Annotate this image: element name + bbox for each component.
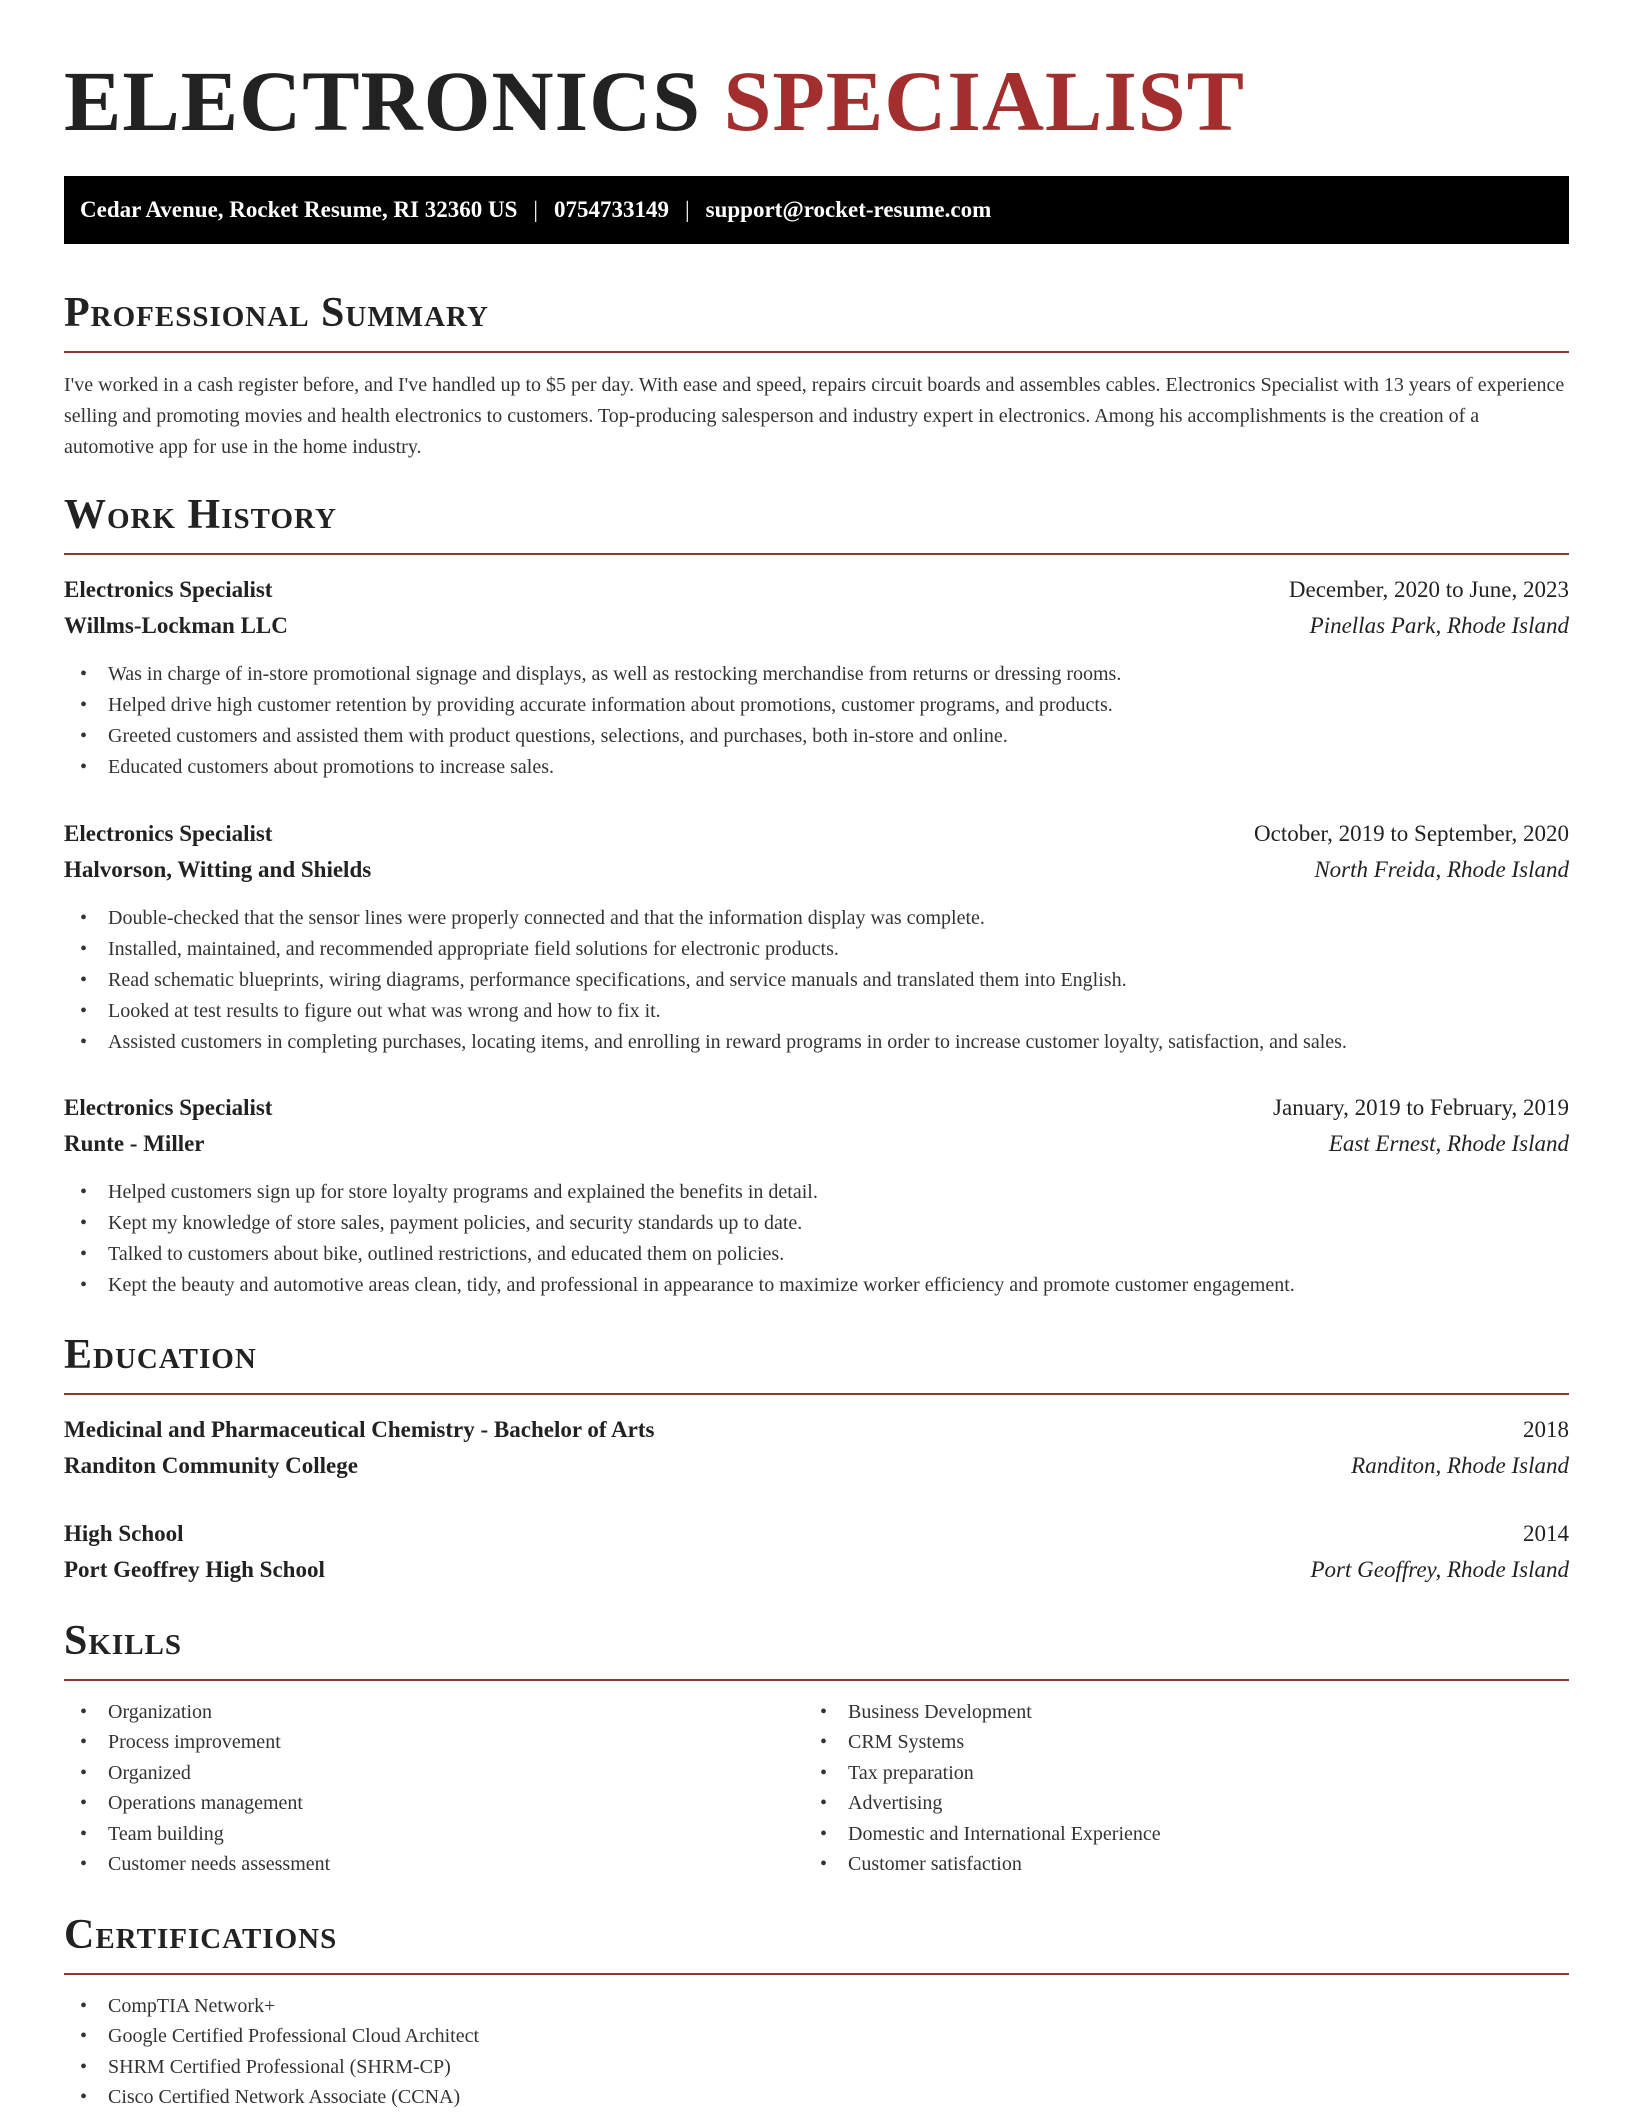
skill-item: • Team building — [64, 1819, 330, 1849]
work-history-heading: Work History — [64, 492, 337, 538]
education-school-row — [64, 1450, 1569, 1482]
job-location: East Ernest, Rhode Island — [1328, 1131, 1569, 1156]
education-school: Randiton Community College — [64, 1453, 358, 1478]
skills-list-left — [64, 1697, 330, 1879]
skill-item: • Organized — [64, 1758, 330, 1788]
list-item: • Helped drive high customer retention by providing accurate information about promotions, customer programs, and products. — [64, 690, 1569, 721]
education-degree-row — [64, 1414, 1569, 1446]
job-title: Electronics Specialist — [64, 821, 273, 846]
job-location: North Freida, Rhode Island — [1314, 857, 1569, 882]
job-company: Runte - Miller — [64, 1131, 205, 1156]
skill-item: • Domestic and International Experience — [804, 1819, 1161, 1849]
skill-item: • Customer satisfaction — [804, 1849, 1161, 1879]
contact-address: Cedar Avenue, Rocket Resume, RI 32360 US — [80, 197, 518, 222]
job-company: Halvorson, Witting and Shields — [64, 857, 372, 882]
job-title: Electronics Specialist — [64, 577, 273, 602]
job-title-row — [64, 574, 1569, 606]
list-item: • Helped customers sign up for store loyalty programs and explained the benefits in detail. — [64, 1177, 1569, 1208]
skill-item: • Advertising — [804, 1788, 1161, 1818]
list-item: • Read schematic blueprints, wiring diagrams, performance specifications, and service manuals and translated them into English. — [64, 965, 1569, 996]
certification-item: • SHRM Certified Professional (SHRM-CP) — [64, 2052, 479, 2082]
list-item: • Double-checked that the sensor lines were properly connected and that the information display was complete. — [64, 903, 1569, 934]
education-degree-row — [64, 1518, 1569, 1550]
summary-heading: Professional Summary — [64, 290, 489, 336]
contact-phone: 0754733149 — [554, 197, 670, 222]
work-history-rule — [64, 553, 1569, 555]
job-title-row — [64, 818, 1569, 850]
list-item: • Assisted customers in completing purchases, locating items, and enrolling in reward programs in order to increase customer loyalty, satisfaction, and sales. — [64, 1027, 1569, 1058]
list-item: • Installed, maintained, and recommended appropriate field solutions for electronic products. — [64, 934, 1569, 965]
contact-bar — [64, 176, 1569, 244]
skill-item: • Process improvement — [64, 1727, 330, 1757]
education-school: Port Geoffrey High School — [64, 1557, 325, 1582]
job-dates: December, 2020 to June, 2023 — [1288, 577, 1569, 602]
job-title-row — [64, 1092, 1569, 1124]
summary-text: I've worked in a cash register before, and I've handled up to $5 per day. With ease and speed, repairs circuit boards and assembles cables. Electronics Specialist with 13 years of experience selling and promoting movies and health electronics to customers. Top-producing salesperson and industry expert in electronics. Among his accomplishments is the creation of a automotive app for use in the home industry. — [64, 374, 1565, 458]
education-location: Randiton, Rhode Island — [1351, 1453, 1569, 1478]
certification-item: • CompTIA Network+ — [64, 1991, 479, 2021]
list-item: • Looked at test results to figure out what was wrong and how to fix it. — [64, 996, 1569, 1027]
education-school-row — [64, 1554, 1569, 1586]
education-degree: High School — [64, 1521, 184, 1546]
job-bullets — [64, 659, 1569, 783]
certifications-heading: Certifications — [64, 1912, 338, 1958]
certification-item: • Google Certified Professional Cloud Architect — [64, 2021, 479, 2051]
job-company-row — [64, 1128, 1569, 1160]
summary-rule — [64, 351, 1569, 353]
education-degree: Medicinal and Pharmaceutical Chemistry - Bachelor of Arts — [64, 1417, 655, 1442]
education-location: Port Geoffrey, Rhode Island — [1310, 1557, 1569, 1582]
skill-item: • Business Development — [804, 1697, 1161, 1727]
contact-separator: | — [685, 197, 690, 222]
list-item: • Kept the beauty and automotive areas clean, tidy, and professional in appearance to maximize worker efficiency and promote customer engagement. — [64, 1270, 1569, 1301]
education-year: 2014 — [1523, 1521, 1569, 1546]
job-location: Pinellas Park, Rhode Island — [1309, 613, 1569, 638]
skill-item: • Tax preparation — [804, 1758, 1161, 1788]
contact-separator: | — [533, 197, 539, 222]
list-item: • Talked to customers about bike, outlined restrictions, and educated them on policies. — [64, 1239, 1569, 1270]
job-company-row — [64, 854, 1569, 886]
job-dates: January, 2019 to February, 2019 — [1273, 1095, 1569, 1120]
education-rule — [64, 1393, 1569, 1395]
education-year: 2018 — [1523, 1417, 1569, 1442]
list-item: • Educated customers about promotions to increase sales. — [64, 752, 1569, 783]
list-item: • Kept my knowledge of store sales, payment policies, and security standards up to date. — [64, 1208, 1569, 1239]
skill-item: • Operations management — [64, 1788, 330, 1818]
skills-list-right — [804, 1697, 1161, 1879]
skill-item: • Organization — [64, 1697, 330, 1727]
job-bullets — [64, 1177, 1569, 1301]
contact-email: support@rocket-resume.com — [705, 197, 992, 222]
job-bullets — [64, 903, 1569, 1058]
skill-item: • Customer needs assessment — [64, 1849, 330, 1879]
certification-item: • Cisco Certified Network Associate (CCNA) — [64, 2082, 479, 2112]
title-part-2: SPECIALIST — [723, 53, 1245, 149]
list-item: • Was in charge of in-store promotional signage and displays, as well as restocking merchandise from returns or dressing rooms. — [64, 659, 1569, 690]
certifications-list — [64, 1991, 479, 2112]
certifications-rule — [64, 1973, 1569, 1975]
list-item: • Greeted customers and assisted them with product questions, selections, and purchases, both in-store and online. — [64, 721, 1569, 752]
education-heading: Education — [64, 1332, 257, 1378]
skills-heading: Skills — [64, 1618, 183, 1664]
skill-item: • CRM Systems — [804, 1727, 1161, 1757]
skills-rule — [64, 1679, 1569, 1681]
job-title: Electronics Specialist — [64, 1095, 273, 1120]
title-part-1: ELECTRONICS — [64, 53, 702, 149]
resume-title — [64, 53, 1245, 149]
job-dates: October, 2019 to September, 2020 — [1254, 821, 1569, 846]
job-company: Willms-Lockman LLC — [64, 613, 288, 638]
job-company-row — [64, 610, 1569, 642]
